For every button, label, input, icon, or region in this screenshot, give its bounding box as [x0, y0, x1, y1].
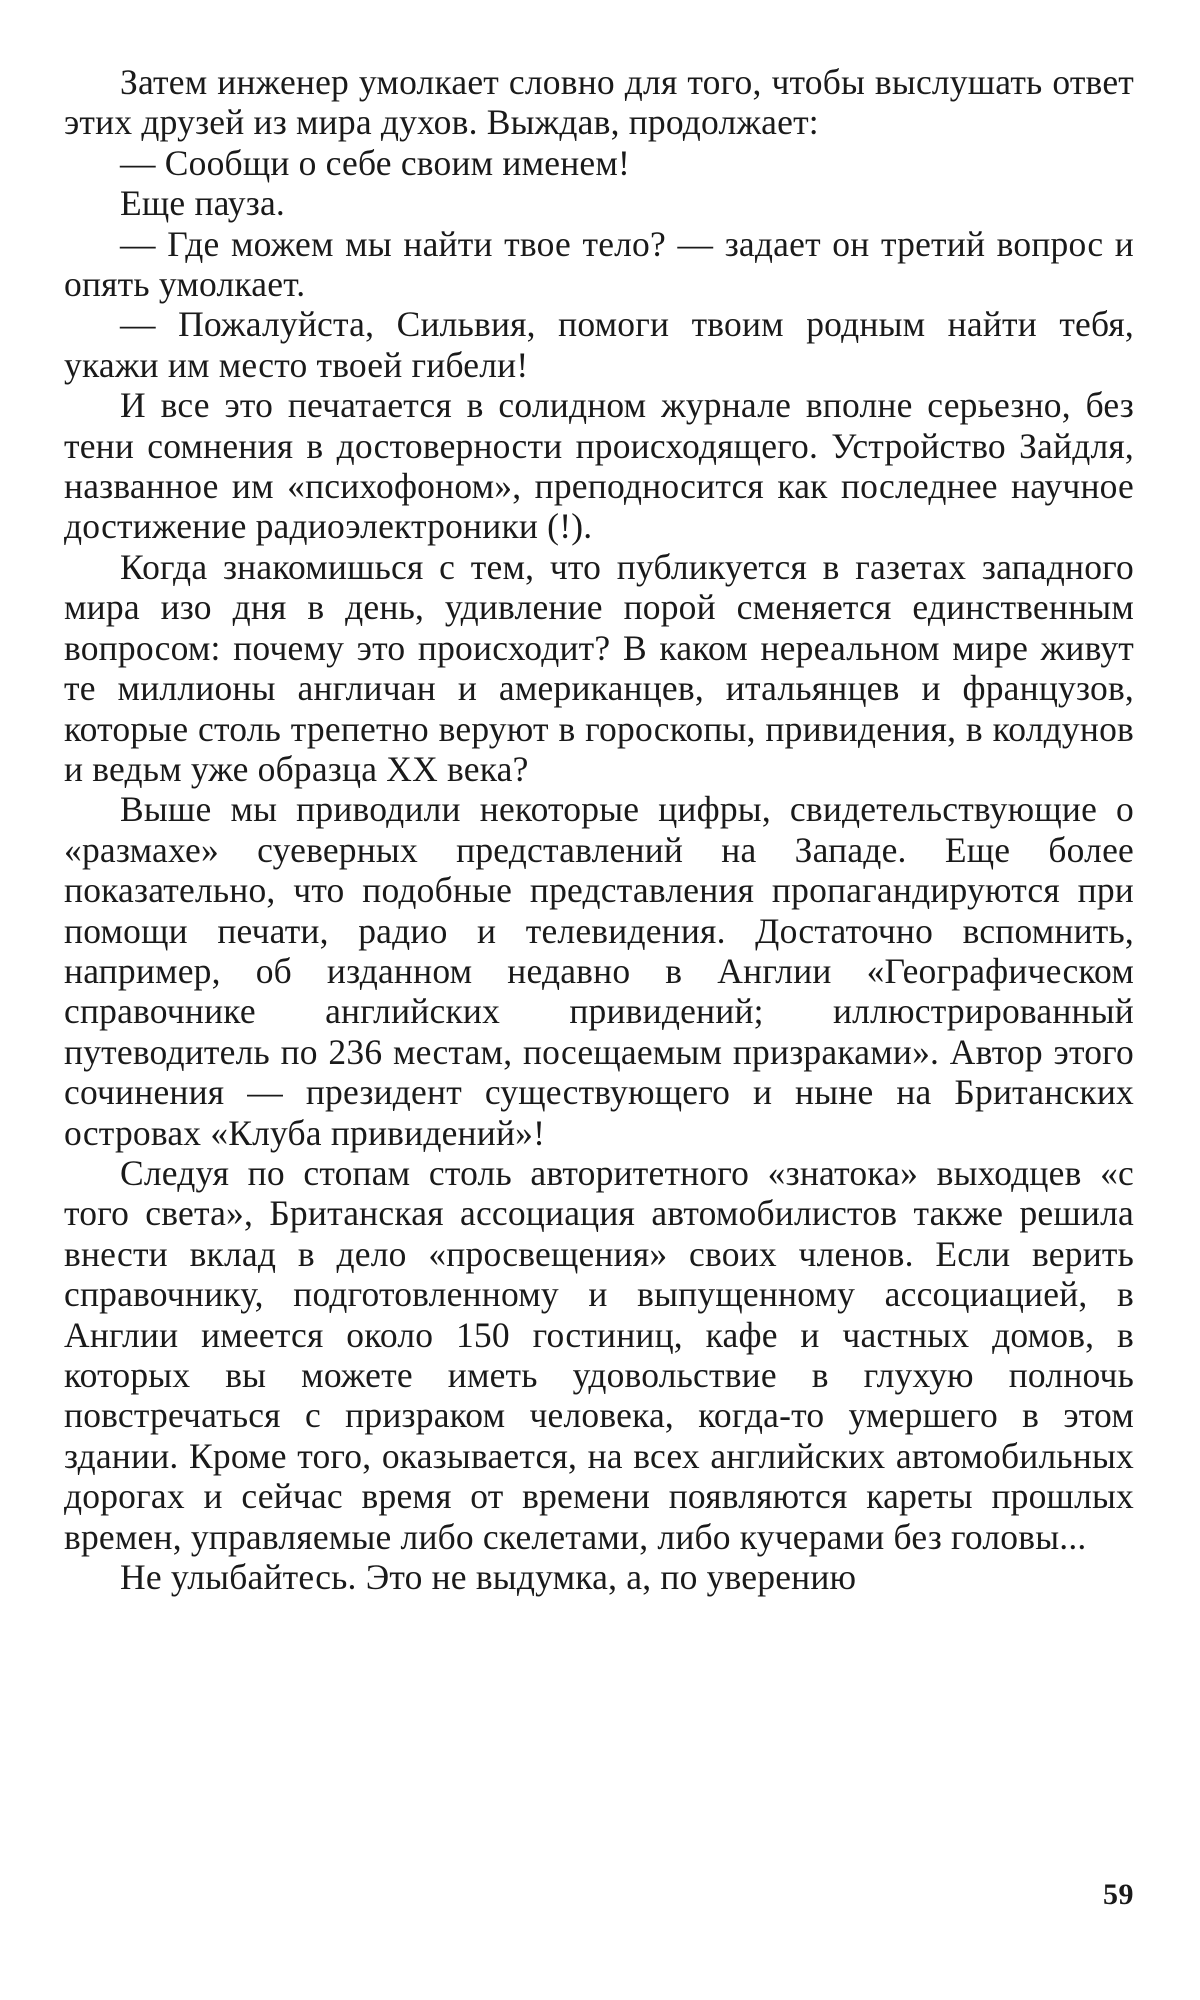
paragraph-5: — Пожалуйста, Сильвия, помоги твоим родным найти тебя, укажи им место твоей гибели!	[64, 304, 1134, 385]
paragraph-9: Следуя по стопам столь авторитетного «знатока» выходцев «с того света», Британская ассоциация автомобилистов также решила внести вклад в дело «просвещения» своих членов. Если верить справочнику, подготовленному и выпущенному ассоциацией, в Англии имеется около 150 гостиниц, кафе и частных домов, в которых вы можете иметь удовольствие в глухую полночь повстречаться с призраком человека, когда-то умершего в этом здании. Кроме того, оказывается, на всех английских автомобильных дорогах и сейчас время от времени появляются кареты прошлых времен, управляемые либо скелетами, либо кучерами без головы...	[64, 1152, 1134, 1557]
paragraph-2: — Сообщи о себе своим именем!	[120, 142, 631, 183]
page-number: 59	[1103, 1878, 1134, 1911]
paragraph-6: И все это печатается в солидном журнале вполне серьезно, без тени сомнения в достоверности происходящего. Устройство Зайдля, названное им «психофоном», преподносится как последнее научное достижение радиоэлектроники (!).	[64, 385, 1134, 547]
paragraph-3: Еще пауза.	[120, 183, 286, 224]
paragraph-8: Выше мы приводили некоторые цифры, свидетельствующие о «размахе» суеверных представлений на Западе. Еще более показательно, что подобные представления пропагандируются при помощи печати, радио и телевидения. Достаточно вспомнить, например, об изданном недавно в Англии «Географическом справочнике английских привидений; иллюстрированный путеводитель по 236 местам, посещаемым призраками». Автор этого сочинения — президент существующего и ныне на Британских островах «Клуба привидений»!	[64, 789, 1134, 1153]
paragraph-10: Не улыбайтесь. Это не выдумка, а, по уверению	[120, 1557, 857, 1598]
page-body	[64, 62, 1134, 1597]
paragraph-1: Затем инженер умолкает словно для того, чтобы выслушать ответ этих друзей из мира духов. Выждав, продолжает:	[64, 62, 1134, 143]
paragraph-4: — Где можем мы найти твое тело? — задает он третий вопрос и опять умолкает.	[64, 223, 1134, 305]
paragraph-7: Когда знакомишься с тем, что публикуется в газетах западного мира изо дня в день, удивление порой сменяется единственным вопросом: почему это происходит? В каком нереальном мире живут те миллионы англичан и американцев, итальянцев и французов, которые столь трепетно веруют в гороскопы, привидения, в колдунов и ведьм уже образца XX века?	[64, 546, 1134, 789]
